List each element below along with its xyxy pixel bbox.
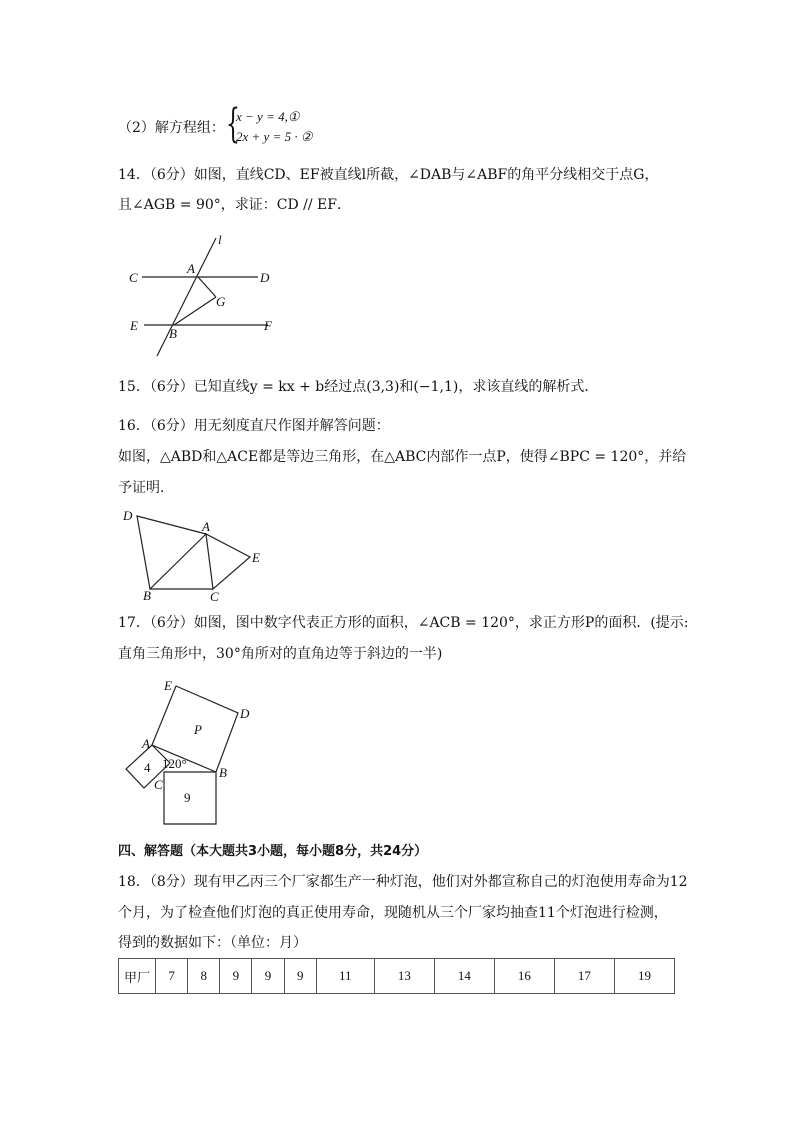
q13-2-label: （2）解方程组：	[118, 120, 225, 136]
table-cell: 14	[434, 959, 494, 994]
table-cell: 17	[554, 959, 614, 994]
label-a: A	[187, 261, 195, 276]
row-label: 甲厂	[119, 959, 156, 994]
q17-text-line1: 17．（6分）如图，图中数字代表正方形的面积，∠ACB = 120°，求正方形P的面积．(提示:	[118, 615, 689, 631]
table-row	[119, 959, 675, 994]
label-d: D	[260, 270, 270, 285]
q16-text-line3: 予证明．	[118, 480, 174, 496]
q15-text: 15．（6分）已知直线y = kx + b经过点(3,3)和(−1,1)，求该直线的解析式．	[118, 379, 599, 395]
label-c: C	[129, 270, 138, 285]
table-cell: 19	[614, 959, 674, 994]
label-l: l	[218, 232, 222, 247]
q14-figure	[120, 228, 300, 358]
section-heading: 四、解答题（本大题共3小题，每小题8分，共24分）	[118, 844, 428, 859]
angle-label: 120°	[162, 756, 187, 771]
area-bottom: 9	[184, 790, 191, 805]
label-e: E	[252, 550, 260, 565]
label-a: A	[202, 519, 210, 534]
table-cell: 9	[252, 959, 284, 994]
q16-text-line1: 16．（6分）用无刻度直尺作图并解答问题：	[118, 418, 390, 434]
label-c: C	[154, 777, 163, 792]
segment-ag	[198, 277, 216, 297]
triangle-abd	[137, 516, 206, 589]
table-cell: 8	[188, 959, 220, 994]
brace-icon: {	[226, 101, 240, 147]
data-table	[118, 958, 675, 994]
q18-text-line3: 得到的数据如下：（单位：月）	[118, 935, 307, 951]
label-f: F	[264, 318, 272, 333]
table-cell: 9	[284, 959, 316, 994]
segment-gb	[174, 297, 216, 325]
table-cell: 13	[374, 959, 434, 994]
label-d: D	[240, 706, 250, 721]
line-l	[157, 238, 216, 356]
q14-text-line1: 14．（6分）如图，直线CD、EF被直线l所截，∠DAB与∠ABF的角平分线相交于点G，	[118, 167, 659, 183]
table-cell: 7	[156, 959, 188, 994]
equation-2: 2x + y = 5 · ②	[236, 129, 313, 144]
q17-text-line2: 直角三角形中，30°角所对的直角边等于斜边的一半)	[118, 646, 443, 662]
q18-text-line2: 个月，为了检查他们灯泡的真正使用寿命，现随机从三个厂家均抽查11个灯泡进行检测，	[118, 905, 668, 921]
q14-text-line2: 且∠AGB = 90°，求证：CD // EF．	[118, 197, 351, 213]
label-b: B	[143, 588, 151, 603]
label-b: B	[169, 326, 177, 341]
label-g: G	[216, 294, 226, 309]
label-a: A	[142, 736, 150, 751]
q16-text-line2: 如图，△ABD和△ACE都是等边三角形，在△ABC内部作一点P，使得∠BPC = 120°，并给	[118, 449, 687, 465]
area-small: 4	[144, 760, 151, 775]
equation-1: x − y = 4,①	[236, 109, 300, 124]
label-e: E	[130, 318, 138, 333]
table-cell: 11	[316, 959, 374, 994]
label-e: E	[164, 678, 172, 693]
triangle-ace	[206, 534, 250, 589]
q17-figure	[118, 676, 268, 826]
q16-figure	[118, 505, 278, 605]
label-d: D	[123, 508, 133, 523]
label-p: P	[194, 722, 202, 737]
q18-text-line1: 18．（8分）现有甲乙丙三个厂家都生产一种灯泡，他们对外都宣称自己的灯泡使用寿命为12	[118, 874, 688, 890]
equation-system	[226, 101, 321, 148]
table-cell: 16	[494, 959, 554, 994]
label-c: C	[210, 589, 219, 604]
table-cell: 9	[220, 959, 252, 994]
label-b: B	[219, 765, 227, 780]
